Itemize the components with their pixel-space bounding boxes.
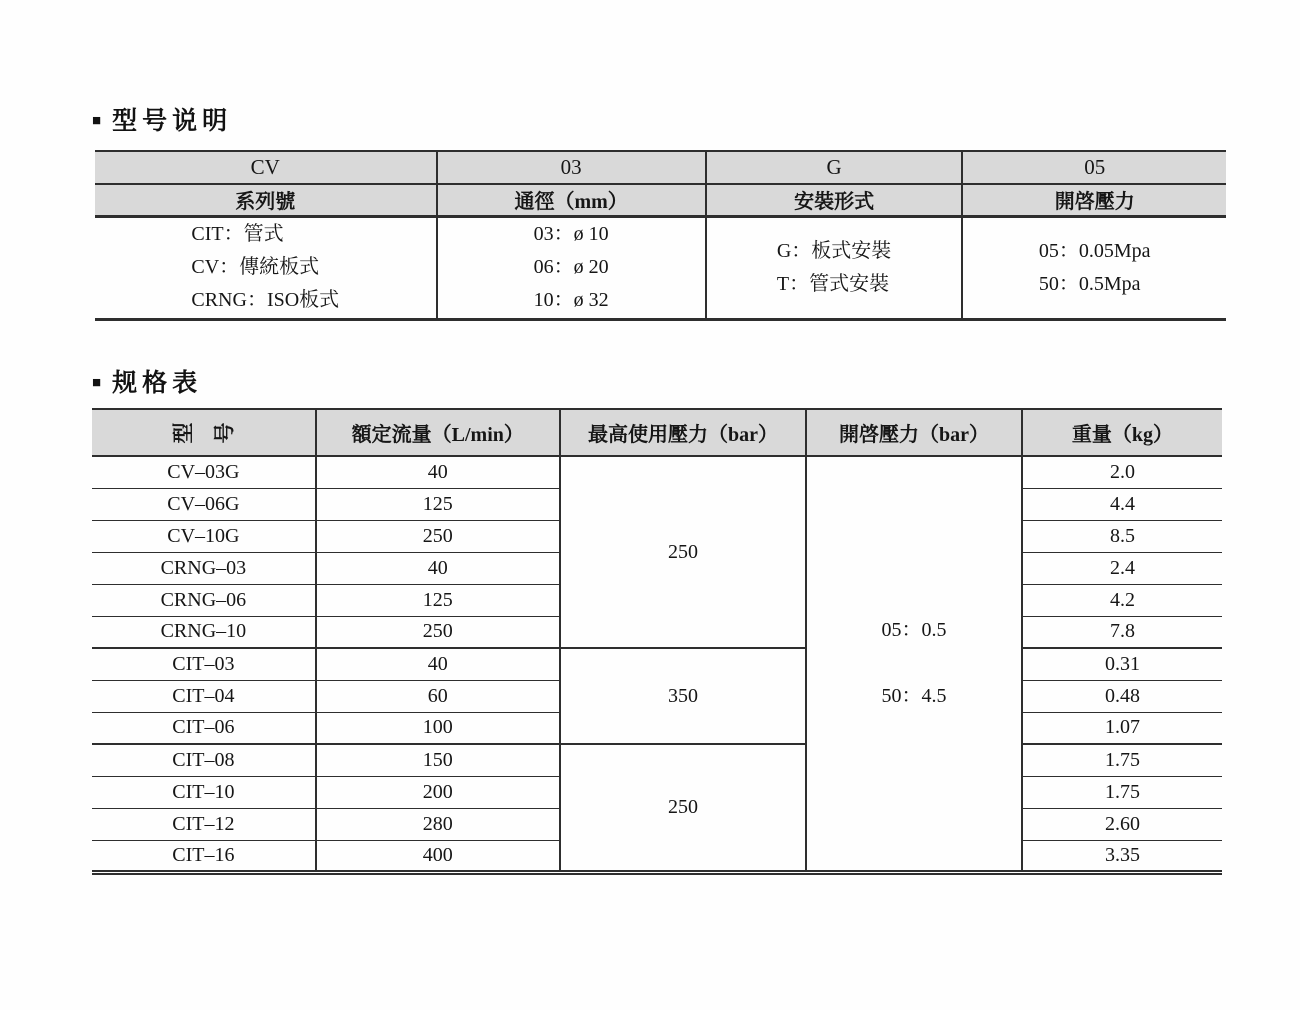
- flow-cell: 250: [316, 616, 560, 648]
- weight-cell: 1.07: [1022, 712, 1222, 744]
- model-label-row: [95, 184, 1226, 216]
- flow-cell: 125: [316, 488, 560, 520]
- spec-header-row: [92, 409, 1222, 456]
- flow-cell: 125: [316, 584, 560, 616]
- label-cell-series: 系列號: [95, 184, 437, 216]
- mounting-option: G：板式安裝: [776, 239, 892, 262]
- size-option: 03：ø 10: [533, 223, 609, 245]
- flow-cell: 100: [316, 712, 560, 744]
- header-cracking-pressure: 開啓壓力（bar）: [806, 409, 1022, 456]
- weight-cell: 8.5: [1022, 520, 1222, 552]
- model-cell: CIT–10: [92, 776, 316, 808]
- model-cell: CV–03G: [92, 456, 316, 488]
- pressure-option: 05：0.05Mpa: [1038, 239, 1151, 262]
- flow-cell: 40: [316, 648, 560, 680]
- cracking-pressure-line: 50：4.5: [881, 685, 947, 708]
- spec-row: [92, 744, 1222, 776]
- model-cell: CV–06G: [92, 488, 316, 520]
- series-option: CRNG：ISO板式: [191, 289, 340, 311]
- weight-cell: 7.8: [1022, 616, 1222, 648]
- model-section-title: [92, 101, 232, 137]
- flow-cell: 200: [316, 776, 560, 808]
- detail-cell-series: [95, 216, 437, 319]
- max-pressure-group-cell: 350: [560, 648, 806, 744]
- model-cell: CRNG–06: [92, 584, 316, 616]
- mounting-option: T：管式安裝: [776, 272, 890, 295]
- flow-cell: 400: [316, 840, 560, 872]
- rotated-model-char: 号: [212, 422, 237, 443]
- model-detail-row: [95, 216, 1226, 319]
- weight-cell: 2.60: [1022, 808, 1222, 840]
- weight-cell: 0.48: [1022, 680, 1222, 712]
- model-cell: CIT–08: [92, 744, 316, 776]
- model-code-row: [95, 151, 1226, 184]
- max-pressure-group-cell: 250: [560, 744, 806, 872]
- code-cell-pressure: 05: [962, 151, 1226, 184]
- header-model: [92, 409, 316, 456]
- label-cell-size: 通徑（mm）: [437, 184, 706, 216]
- model-cell: CIT–04: [92, 680, 316, 712]
- weight-cell: 0.31: [1022, 648, 1222, 680]
- header-max-pressure: 最高使用壓力（bar）: [560, 409, 806, 456]
- model-cell: CRNG–10: [92, 616, 316, 648]
- detail-cell-size: [437, 216, 706, 319]
- flow-cell: 40: [316, 552, 560, 584]
- flow-cell: 60: [316, 680, 560, 712]
- size-option: 06：ø 20: [533, 256, 609, 278]
- flow-cell: 40: [316, 456, 560, 488]
- series-option: CV：傳統板式: [191, 256, 320, 278]
- weight-cell: 2.0: [1022, 456, 1222, 488]
- model-section-title-text: 型号说明: [112, 107, 233, 135]
- weight-cell: 1.75: [1022, 744, 1222, 776]
- spec-row: [92, 456, 1222, 488]
- max-pressure-group-cell: 250: [560, 456, 806, 648]
- label-cell-mounting: 安裝形式: [706, 184, 963, 216]
- flow-cell: 150: [316, 744, 560, 776]
- rotated-model-char: 型: [171, 422, 196, 443]
- label-cell-pressure: 開啓壓力: [962, 184, 1226, 216]
- cracking-pressure-cell: [806, 456, 1022, 872]
- weight-cell: 2.4: [1022, 552, 1222, 584]
- spec-section-title: [92, 363, 202, 399]
- model-cell: CIT–16: [92, 840, 316, 872]
- flow-cell: 250: [316, 520, 560, 552]
- pressure-option: 50：0.5Mpa: [1038, 272, 1141, 295]
- spec-table: [92, 408, 1222, 875]
- spec-section-title-text: 规格表: [112, 369, 203, 397]
- detail-cell-mounting: [706, 216, 963, 319]
- spec-row: [92, 648, 1222, 680]
- weight-cell: 4.4: [1022, 488, 1222, 520]
- weight-cell: 4.2: [1022, 584, 1222, 616]
- cracking-pressure-line: 05：0.5: [881, 619, 947, 642]
- flow-cell: 280: [316, 808, 560, 840]
- model-cell: CRNG–03: [92, 552, 316, 584]
- code-cell-size: 03: [437, 151, 706, 184]
- square-bullet-icon: ■: [92, 373, 102, 391]
- model-cell: CIT–12: [92, 808, 316, 840]
- size-option: 10：ø 32: [533, 289, 609, 311]
- model-cell: CIT–03: [92, 648, 316, 680]
- series-option: CIT：管式: [191, 223, 284, 245]
- header-weight: 重量（kg）: [1022, 409, 1222, 456]
- model-cell: CV–10G: [92, 520, 316, 552]
- code-cell-mounting: G: [706, 151, 963, 184]
- detail-cell-pressure: [962, 216, 1226, 319]
- square-bullet-icon: ■: [92, 111, 102, 129]
- model-cell: CIT–06: [92, 712, 316, 744]
- weight-cell: 1.75: [1022, 776, 1222, 808]
- model-code-table: [95, 150, 1226, 321]
- header-flow: 額定流量（L/min）: [316, 409, 560, 456]
- code-cell-series: CV: [95, 151, 437, 184]
- weight-cell: 3.35: [1022, 840, 1222, 872]
